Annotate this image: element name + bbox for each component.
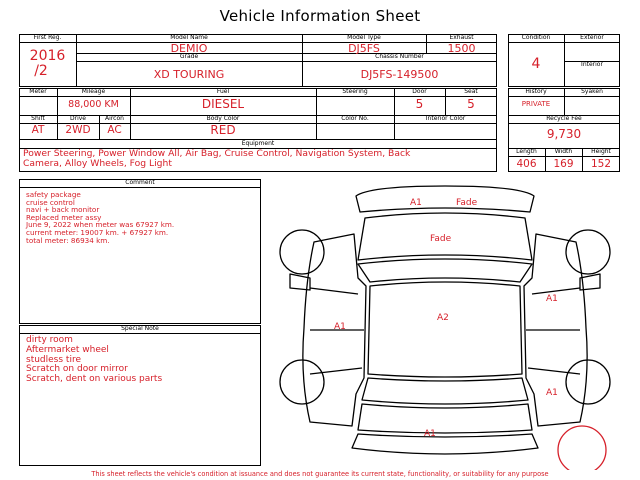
car-damage-diagram <box>270 178 620 470</box>
body-color-value: RED <box>210 123 236 137</box>
damage-mark-left-side: A1 <box>334 322 346 332</box>
wheel-rear-left <box>280 360 324 404</box>
comment-label: Comment <box>125 179 155 186</box>
page-title: Vehicle Information Sheet <box>219 7 421 25</box>
chassis-number-label: Chassis Number <box>375 53 424 60</box>
first-reg-year: 2016 <box>29 48 66 64</box>
comment-line: June 9, 2022 when meter was 67927 km. <box>26 220 175 230</box>
comment-line: cruise control <box>26 197 75 207</box>
first-reg-month: /2 <box>34 63 48 79</box>
width-value: 169 <box>553 158 574 170</box>
exhaust-value: 1500 <box>447 42 476 55</box>
interior-label: Interior <box>581 61 603 68</box>
exhaust-label: Exhaust <box>449 34 474 41</box>
door-label: Door <box>412 88 427 95</box>
rear-bumper-outline <box>352 434 538 454</box>
drive-value: 2WD <box>65 124 91 136</box>
door-value: 5 <box>415 97 424 111</box>
damage-mark-right-side: A1 <box>546 294 558 304</box>
mileage-label: Mileage <box>81 88 106 95</box>
chassis-number-value: DJ5FS-149500 <box>360 68 439 81</box>
wheel-front-right <box>566 230 610 274</box>
height-value: 152 <box>590 158 612 170</box>
mileage-value: 88,000 KM <box>68 99 119 110</box>
damage-mark-front-bumper: A1 <box>410 198 422 208</box>
spare-tire <box>558 426 606 470</box>
comment-line: current meter: 19007 km. + 67927 km. <box>26 228 169 237</box>
shift-value: AT <box>31 124 45 136</box>
seat-value: 5 <box>467 97 475 111</box>
comment-line: navi + back monitor <box>26 205 100 215</box>
special-note-line: dirty room <box>26 335 73 345</box>
history-label: History <box>525 88 547 95</box>
special-note-label: Special Note <box>121 325 159 332</box>
special-note-line: Scratch, dent on various parts <box>26 374 163 385</box>
model-type-label: Model Type <box>347 34 381 41</box>
length-value: 406 <box>516 158 537 170</box>
comment-line: Replaced meter assy <box>26 212 102 222</box>
body-color-label: Body Color <box>206 115 240 122</box>
meter-label: Meter <box>29 88 47 95</box>
comment-line: total meter: 86934 km. <box>26 235 110 245</box>
first-reg-label: First Reg. <box>33 34 62 41</box>
roof-outline <box>368 282 522 377</box>
damage-mark-hood: Fade <box>430 234 452 244</box>
wheel-front-left <box>280 230 324 274</box>
aircon-value: AC <box>107 124 122 136</box>
grade-label: Grade <box>179 53 199 60</box>
special-note-line: Scratch on door mirror <box>26 364 128 375</box>
model-name-label: Model Name <box>170 34 208 41</box>
color-no-label: Color No. <box>341 115 369 122</box>
fuel-label: Fuel <box>216 88 230 95</box>
seat-label: Seat <box>464 88 478 95</box>
history-value: PRIVATE <box>521 100 551 108</box>
model-type-value: DJ5FS <box>348 42 380 55</box>
tailgate-outline <box>358 404 532 433</box>
syaken-label: Syaken <box>581 88 603 95</box>
equipment-label: Equipment <box>241 140 275 147</box>
damage-mark-rear-quarter: A1 <box>546 388 558 398</box>
model-name-value: DEMIO <box>170 42 208 55</box>
special-note-line: studless tire <box>26 354 81 365</box>
windshield-outline <box>358 259 532 282</box>
drive-label: Drive <box>70 115 86 122</box>
recycle-fee-label: Recycle Fee <box>546 115 582 122</box>
wheel-rear-right <box>566 360 610 404</box>
rear-window-outline <box>362 378 528 404</box>
equipment-line-1: Power Steering, Power Window All, Air Bag, Cruise Control, Navigation System, Back <box>23 148 411 159</box>
damage-mark-rear-bumper: A1 <box>424 429 436 439</box>
fuel-value: DIESEL <box>201 97 245 111</box>
aircon-label: Aircon <box>105 115 124 122</box>
disclaimer-footer: This sheet reflects the vehicle's condition at issuance and does not guarantee its current state, functionality, or suitability for any purpose <box>91 470 549 478</box>
damage-mark-roof: A2 <box>437 313 449 323</box>
width-label: Width <box>554 148 573 155</box>
height-label: Height <box>591 148 611 155</box>
front-bumper-outline <box>356 186 534 212</box>
recycle-fee-value: 9,730 <box>546 127 582 141</box>
comment-line: safety package <box>26 190 81 199</box>
shift-label: Shift <box>31 115 45 122</box>
grade-value: XD TOURING <box>153 68 225 81</box>
equipment-line-2: Camera, Alloy Wheels, Fog Light <box>23 158 172 169</box>
special-note-line: Aftermarket wheel <box>26 344 109 355</box>
exterior-label: Exterior <box>580 34 604 41</box>
damage-mark-front-bumper-right: Fade <box>456 198 478 208</box>
interior-color-label: Interior Color <box>425 115 466 122</box>
length-label: Length <box>516 148 537 155</box>
condition-label: Condition <box>521 34 551 41</box>
steering-label: Steering <box>342 88 368 95</box>
condition-value: 4 <box>531 56 541 72</box>
